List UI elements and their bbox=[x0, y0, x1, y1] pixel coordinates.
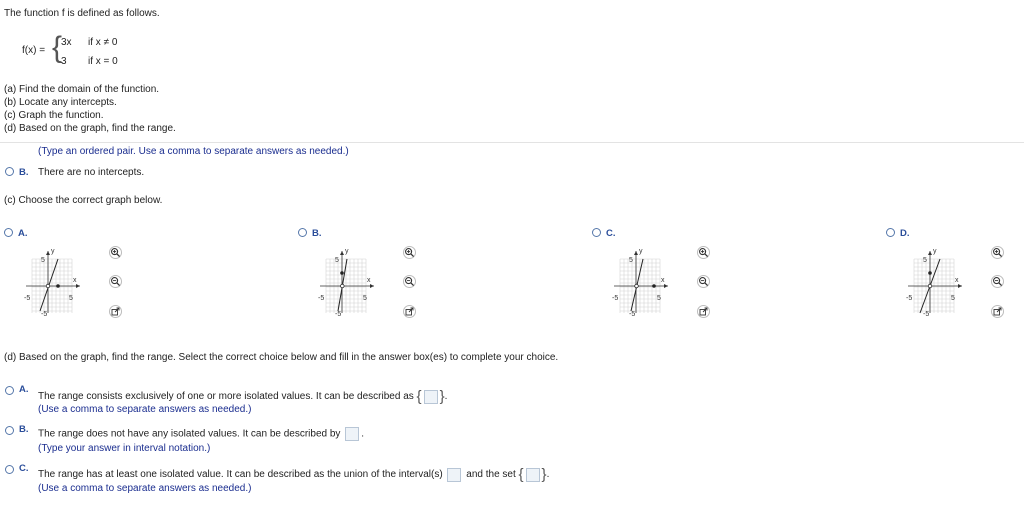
y-axis-label: y bbox=[933, 248, 937, 255]
zoom-in-icon[interactable] bbox=[403, 246, 416, 259]
graph-option-b-plot[interactable] bbox=[318, 247, 378, 317]
graph-option-d-letter: D. bbox=[900, 228, 910, 239]
zoom-out-icon[interactable] bbox=[403, 275, 416, 288]
y-tick-label-bottom: -5 bbox=[335, 311, 342, 317]
x-tick-label-right: 5 bbox=[69, 295, 73, 302]
closed-point bbox=[56, 284, 60, 288]
open-graph-icon[interactable] bbox=[697, 305, 710, 318]
intro-text: The function f is defined as follows. bbox=[4, 8, 160, 19]
range-option-b-interval-input[interactable] bbox=[345, 427, 359, 441]
closed-point bbox=[340, 271, 344, 275]
graph-option-c-svg bbox=[612, 247, 672, 317]
graph-option-a-radio[interactable] bbox=[4, 228, 13, 237]
case-expr-1: 3x bbox=[61, 37, 72, 48]
y-tick-label-top: 5 bbox=[41, 257, 45, 264]
range-option-c-text: The range has at least one isolated value. It can be described as the union of the interval(s) bbox=[38, 469, 443, 481]
range-option-b-radio[interactable] bbox=[5, 426, 14, 435]
graph-option-b-svg bbox=[318, 247, 378, 317]
set-brace-close: } bbox=[439, 388, 445, 405]
part-c-prompt: (c) Choose the correct graph below. bbox=[4, 195, 163, 206]
open-point bbox=[635, 284, 639, 288]
x-axis-arrow bbox=[370, 284, 374, 288]
x-axis-arrow bbox=[958, 284, 962, 288]
part-d: (d) Based on the graph, find the range. bbox=[4, 123, 176, 134]
y-tick-label-bottom: -5 bbox=[41, 311, 48, 317]
part-a: (a) Find the domain of the function. bbox=[4, 84, 160, 95]
graph-option-c-plot[interactable] bbox=[612, 247, 672, 317]
graph-option-a-letter: A. bbox=[18, 228, 28, 239]
part-b-option-b-letter: B. bbox=[19, 167, 29, 178]
graph-option-d-plot[interactable] bbox=[906, 247, 966, 317]
range-option-c-row: The range has at least one isolated value. It can be described as the union of the interval(s) and the set { }. bbox=[38, 466, 550, 483]
range-option-c-hint: (Use a comma to separate answers as needed.) bbox=[38, 483, 252, 494]
y-tick-label-top: 5 bbox=[335, 257, 339, 264]
range-option-b-text: The range does not have any isolated values. It can be described by bbox=[38, 428, 341, 440]
section-divider bbox=[0, 142, 1024, 143]
x-tick-label-left: -5 bbox=[906, 295, 913, 302]
range-option-a-hint: (Use a comma to separate answers as needed.) bbox=[38, 404, 252, 415]
y-axis-arrow bbox=[634, 251, 638, 255]
part-d-prompt: (d) Based on the graph, find the range. Select the correct choice below and fill in the answer box(es) to complete your choice. bbox=[4, 352, 559, 363]
open-point bbox=[46, 284, 50, 288]
range-option-a-text: The range consists exclusively of one or more isolated values. It can be described as bbox=[38, 391, 414, 403]
x-axis-arrow bbox=[664, 284, 668, 288]
y-tick-label-top: 5 bbox=[629, 257, 633, 264]
y-tick-label-bottom: -5 bbox=[923, 311, 930, 317]
graph-option-c-letter: C. bbox=[606, 228, 616, 239]
graph-option-d-svg bbox=[906, 247, 966, 317]
closed-point bbox=[928, 271, 932, 275]
x-tick-label-right: 5 bbox=[657, 295, 661, 302]
set-brace-open: { bbox=[518, 466, 524, 483]
graph-option-a-svg bbox=[24, 247, 84, 317]
part-b: (b) Locate any intercepts. bbox=[4, 97, 117, 108]
graph-option-a-plot[interactable] bbox=[24, 247, 84, 317]
range-option-a-letter: A. bbox=[19, 384, 29, 395]
part-b-hint: (Type an ordered pair. Use a comma to separate answers as needed.) bbox=[38, 146, 349, 157]
y-axis-label: y bbox=[639, 248, 643, 255]
graph-option-d-radio[interactable] bbox=[886, 228, 895, 237]
y-axis-arrow bbox=[46, 251, 50, 255]
y-tick-label-top: 5 bbox=[923, 257, 927, 264]
zoom-in-icon[interactable] bbox=[109, 246, 122, 259]
range-option-b-hint: (Type your answer in interval notation.) bbox=[38, 443, 211, 454]
open-point bbox=[928, 284, 932, 288]
part-b-option-b-text: There are no intercepts. bbox=[38, 167, 145, 178]
open-graph-icon[interactable] bbox=[109, 305, 122, 318]
function-lhs: f(x) = bbox=[22, 45, 46, 56]
closed-point bbox=[652, 284, 656, 288]
open-graph-icon[interactable] bbox=[403, 305, 416, 318]
x-axis-label: x bbox=[661, 277, 665, 284]
x-axis-label: x bbox=[955, 277, 959, 284]
zoom-in-icon[interactable] bbox=[991, 246, 1004, 259]
zoom-in-icon[interactable] bbox=[697, 246, 710, 259]
open-point bbox=[341, 284, 345, 288]
range-option-c-radio[interactable] bbox=[5, 465, 14, 474]
zoom-out-icon[interactable] bbox=[109, 275, 122, 288]
zoom-out-icon[interactable] bbox=[991, 275, 1004, 288]
graph-option-c-radio[interactable] bbox=[592, 228, 601, 237]
range-option-c-interval-input[interactable] bbox=[447, 468, 461, 482]
range-option-a-radio[interactable] bbox=[5, 386, 14, 395]
case-cond-2: if x = 0 bbox=[88, 56, 118, 67]
range-option-a-set-input[interactable] bbox=[424, 390, 438, 404]
case-cond-1: if x ≠ 0 bbox=[88, 37, 118, 48]
y-axis-arrow bbox=[928, 251, 932, 255]
set-brace-open: { bbox=[416, 388, 422, 405]
range-option-b-letter: B. bbox=[19, 424, 29, 435]
x-axis-label: x bbox=[367, 277, 371, 284]
y-axis-label: y bbox=[51, 248, 55, 255]
range-option-c-text2: and the set bbox=[466, 469, 516, 481]
graph-option-b-letter: B. bbox=[312, 228, 322, 239]
x-axis-label: x bbox=[73, 277, 77, 284]
x-tick-label-right: 5 bbox=[951, 295, 955, 302]
range-option-b-row: The range does not have any isolated values. It can be described by . bbox=[38, 428, 364, 440]
y-axis-arrow bbox=[340, 251, 344, 255]
range-option-a-row: The range consists exclusively of one or more isolated values. It can be described as { }. bbox=[38, 388, 448, 405]
open-graph-icon[interactable] bbox=[991, 305, 1004, 318]
x-tick-label-left: -5 bbox=[612, 295, 619, 302]
range-option-c-letter: C. bbox=[19, 463, 29, 474]
y-tick-label-bottom: -5 bbox=[629, 311, 636, 317]
zoom-out-icon[interactable] bbox=[697, 275, 710, 288]
case-expr-2: 3 bbox=[61, 56, 67, 67]
range-option-c-set-input[interactable] bbox=[526, 468, 540, 482]
set-brace-close: } bbox=[541, 466, 547, 483]
y-axis-label: y bbox=[345, 248, 349, 255]
x-tick-label-right: 5 bbox=[363, 295, 367, 302]
x-axis-arrow bbox=[76, 284, 80, 288]
x-tick-label-left: -5 bbox=[24, 295, 31, 302]
part-b-option-b-radio[interactable] bbox=[5, 167, 14, 176]
graph-option-b-radio[interactable] bbox=[298, 228, 307, 237]
piecewise-brace: { bbox=[52, 31, 63, 64]
x-tick-label-left: -5 bbox=[318, 295, 325, 302]
part-c: (c) Graph the function. bbox=[4, 110, 104, 121]
